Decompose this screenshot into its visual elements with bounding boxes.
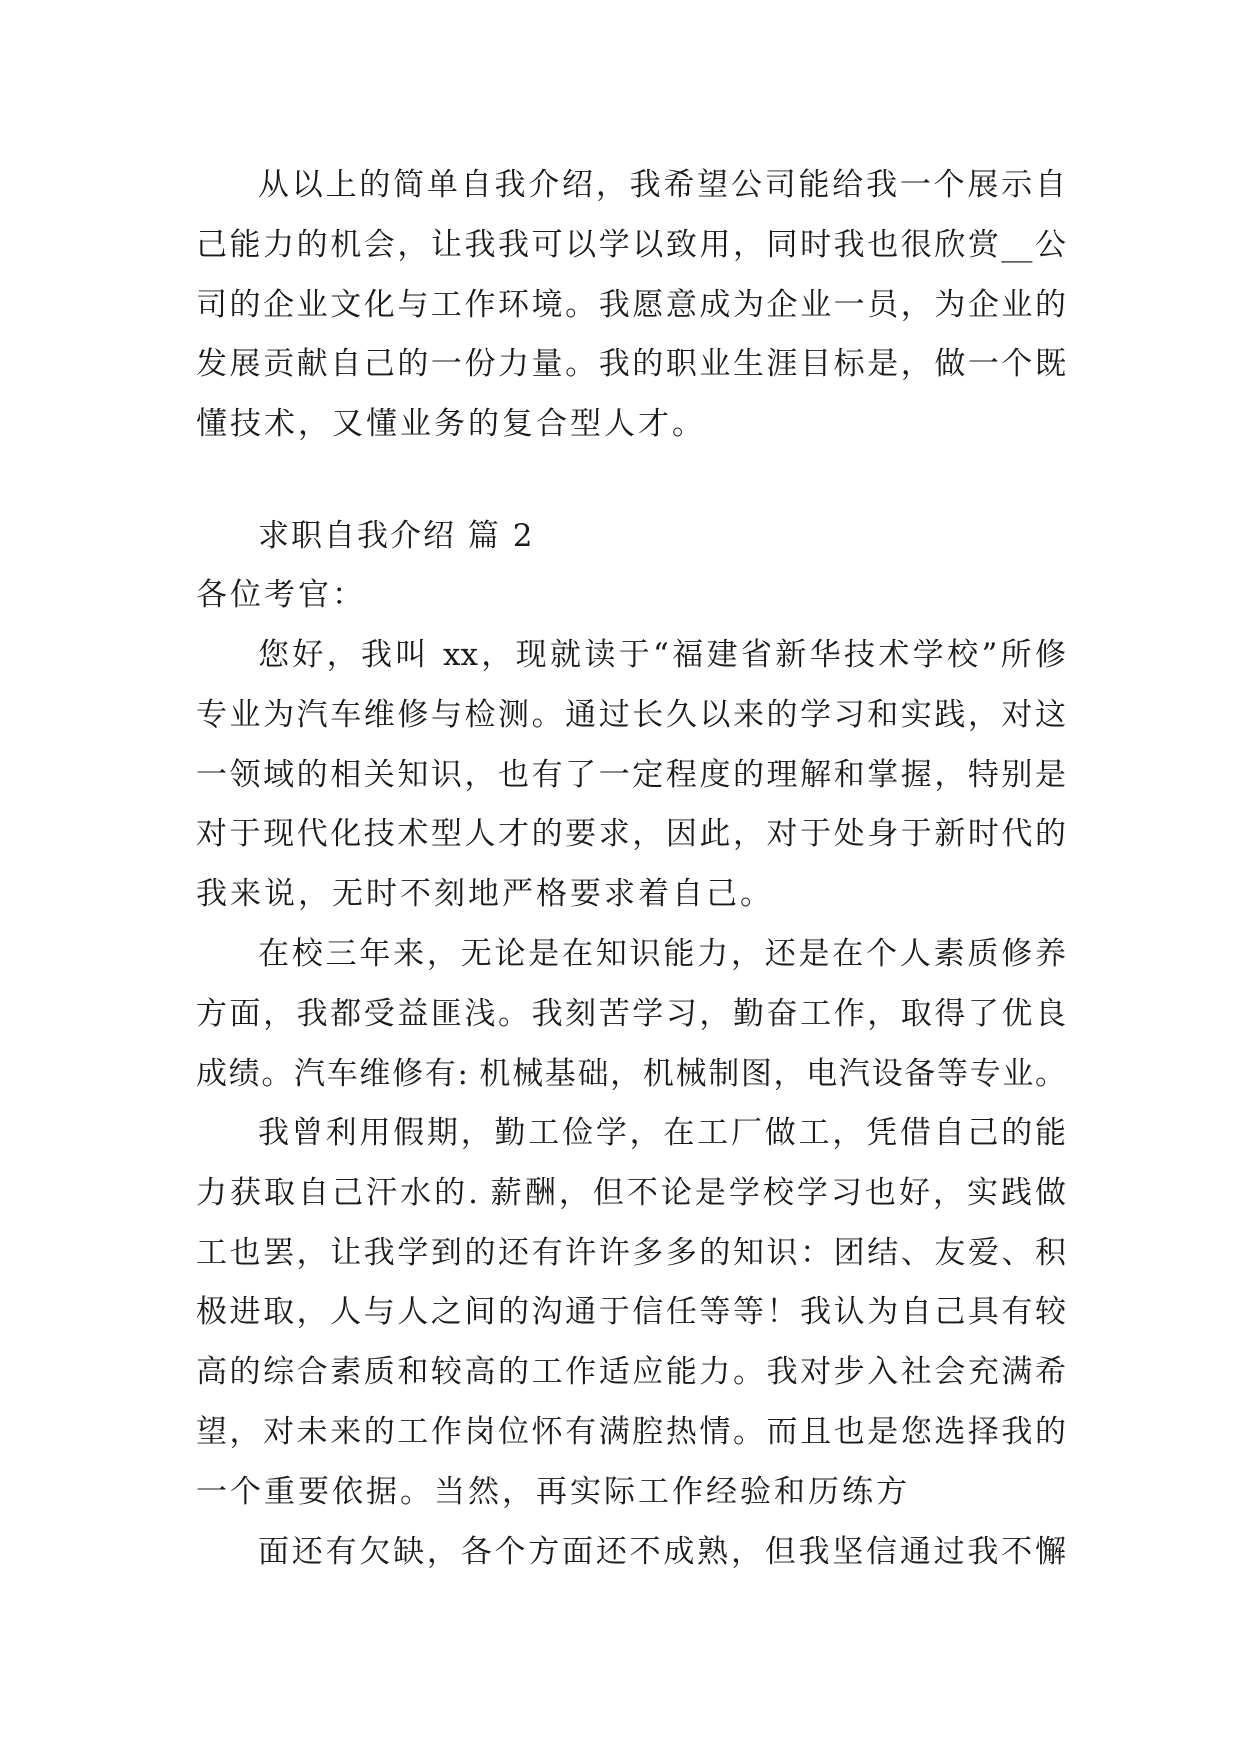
paragraph1-line-2: 己能力的机会，让我我可以学以致用，同时我也很欣赏__公 <box>196 227 1066 263</box>
paragraph1-line-3: 司的企业文化与工作环境。我愿意成为企业一员，为企业的 <box>196 287 1066 323</box>
paragraph4-line-2: 力获取自己汗水的. 薪酬，但不论是学校学习也好，实践做 <box>196 1175 1066 1211</box>
paragraph5-line-1: 面还有欠缺，各个方面还不成熟，但我坚信通过我不懈 <box>258 1534 1066 1570</box>
paragraph3-line-3: 成绩。汽车维修有: 机械基础，机械制图，电汽设备等专业。 <box>196 1056 1066 1092</box>
paragraph4-line-1: 我曾利用假期，勤工俭学，在工厂做工，凭借自己的能 <box>258 1115 1066 1151</box>
section-title: 求职自我介绍 篇 2 <box>258 518 535 554</box>
salutation: 各位考官： <box>196 577 366 613</box>
paragraph2-line-2: 专业为汽车维修与检测。通过长久以来的学习和实践，对这 <box>196 697 1066 733</box>
paragraph1-line-4: 发展贡献自己的一份力量。我的职业生涯目标是，做一个既 <box>196 346 1066 382</box>
paragraph4-line-4: 极进取，人与人之间的沟通于信任等等！我认为自己具有较 <box>196 1294 1066 1330</box>
paragraph2-line-5: 我来说，无时不刻地严格要求着自己。 <box>196 876 774 912</box>
paragraph4-line-6: 望，对未来的工作岗位怀有满腔热情。而且也是您选择我的 <box>196 1414 1066 1450</box>
paragraph2-line-1: 您好，我叫 xx，现就读于“福建省新华技术学校”所修 <box>258 637 1066 673</box>
paragraph3-line-2: 方面，我都受益匪浅。我刻苦学习，勤奋工作，取得了优良 <box>196 996 1066 1032</box>
paragraph2-line-3: 一领域的相关知识，也有了一定程度的理解和掌握，特别是 <box>196 757 1066 793</box>
paragraph4-line-3: 工也罢，让我学到的还有许许多多的知识：团结、友爱、积 <box>196 1235 1066 1271</box>
paragraph1-line-5: 懂技术，又懂业务的复合型人才。 <box>196 406 706 442</box>
paragraph3-line-1: 在校三年来，无论是在知识能力，还是在个人素质修养 <box>258 936 1066 972</box>
paragraph1-line-1: 从以上的简单自我介绍，我希望公司能给我一个展示自 <box>258 167 1066 203</box>
paragraph2-line-4: 对于现代化技术型人才的要求，因此，对于处身于新时代的 <box>196 816 1066 852</box>
paragraph4-line-5: 高的综合素质和较高的工作适应能力。我对步入社会充满希 <box>196 1354 1066 1390</box>
paragraph4-line-7: 一个重要依据。当然，再实际工作经验和历练方 <box>196 1474 910 1510</box>
